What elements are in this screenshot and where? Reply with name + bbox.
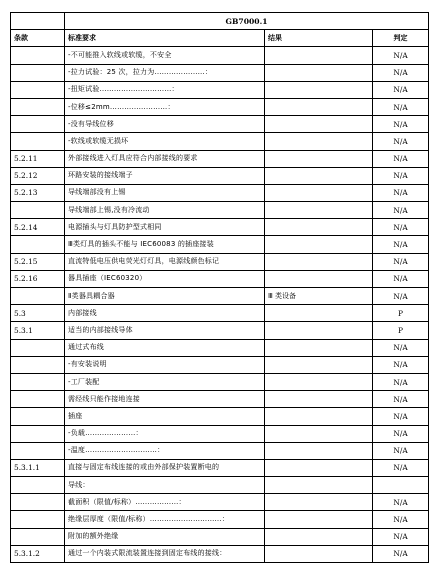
table-row [11, 98, 429, 115]
result-cell [265, 305, 373, 322]
table-row [11, 270, 429, 287]
verdict-cell: N/A [373, 167, 429, 184]
table-row [11, 305, 429, 322]
verdict-cell: N/A [373, 511, 429, 528]
header-verdict: 判定 [373, 30, 429, 47]
verdict-cell: N/A [373, 81, 429, 98]
clause-cell: 5.2.16 [11, 270, 65, 287]
clause-cell [11, 64, 65, 81]
verdict-cell [373, 477, 429, 494]
verdict-cell: N/A [373, 459, 429, 476]
result-cell [265, 528, 373, 545]
verdict-cell: N/A [373, 64, 429, 81]
table-row [11, 459, 429, 476]
table-row [11, 391, 429, 408]
verdict-cell: N/A [373, 202, 429, 219]
table-row [11, 528, 429, 545]
table-row [11, 339, 429, 356]
clause-cell: 5.2.14 [11, 219, 65, 236]
table-row [11, 494, 429, 511]
clause-cell [11, 288, 65, 305]
header-requirement: 标准要求 [65, 30, 265, 47]
requirement-cell: -不可能推入软线或软缆，不安全 [65, 47, 265, 64]
result-cell [265, 98, 373, 115]
result-cell [265, 545, 373, 562]
result-cell [265, 339, 373, 356]
table-row [11, 288, 429, 305]
requirement-cell: -扭矩试验…………………………： [65, 81, 265, 98]
clause-cell [11, 356, 65, 373]
table-row [11, 116, 429, 133]
table-row [11, 64, 429, 81]
requirement-cell: 电源插头与灯具防护型式相同 [65, 219, 265, 236]
table-row [11, 236, 429, 253]
clause-cell [11, 477, 65, 494]
clause-cell [11, 81, 65, 98]
table-row [11, 150, 429, 167]
clause-cell: 5.2.12 [11, 167, 65, 184]
verdict-cell: N/A [373, 339, 429, 356]
result-cell [265, 270, 373, 287]
standard-title: GB7000.1 [65, 13, 429, 30]
table-row [11, 408, 429, 425]
requirement-cell: -负载…………………： [65, 425, 265, 442]
verdict-cell: N/A [373, 356, 429, 373]
verdict-cell: N/A [373, 47, 429, 64]
clause-cell [11, 47, 65, 64]
requirement-cell: 导线端部没有上锡 [65, 184, 265, 201]
title-row [11, 13, 429, 30]
result-cell [265, 184, 373, 201]
clause-cell [11, 425, 65, 442]
result-cell [265, 322, 373, 339]
clause-cell [11, 202, 65, 219]
result-cell [265, 425, 373, 442]
result-cell [265, 494, 373, 511]
table-row [11, 477, 429, 494]
result-cell [265, 356, 373, 373]
table-row [11, 219, 429, 236]
verdict-cell: P [373, 305, 429, 322]
clause-cell: 5.3 [11, 305, 65, 322]
table-row [11, 322, 429, 339]
clause-cell [11, 442, 65, 459]
clause-cell [11, 511, 65, 528]
clause-cell [11, 116, 65, 133]
requirement-cell: 通过式布线 [65, 339, 265, 356]
verdict-cell: N/A [373, 116, 429, 133]
requirement-cell: 适当的内部接线导体 [65, 322, 265, 339]
clause-cell [11, 373, 65, 390]
verdict-cell: N/A [373, 528, 429, 545]
result-cell [265, 81, 373, 98]
header-result: 结果 [265, 30, 373, 47]
verdict-cell: N/A [373, 442, 429, 459]
table-row [11, 202, 429, 219]
requirement-cell: 绝缘层厚度（限值/标称）…………………………： [65, 511, 265, 528]
table-row [11, 511, 429, 528]
verdict-cell: N/A [373, 425, 429, 442]
verdict-cell: N/A [373, 133, 429, 150]
verdict-cell: N/A [373, 236, 429, 253]
result-cell [265, 150, 373, 167]
table-row [11, 545, 429, 562]
result-cell [265, 373, 373, 390]
table-row [11, 47, 429, 64]
result-cell [265, 202, 373, 219]
verdict-cell: N/A [373, 150, 429, 167]
result-cell [265, 511, 373, 528]
requirement-cell: -位移≤2mm……………………： [65, 98, 265, 115]
clause-table [10, 12, 429, 563]
result-cell [265, 253, 373, 270]
clause-cell [11, 494, 65, 511]
requirement-cell: -温度…………………………： [65, 442, 265, 459]
result-cell [265, 391, 373, 408]
header-row [11, 30, 429, 47]
clause-cell: 5.3.1 [11, 322, 65, 339]
table-row [11, 356, 429, 373]
clause-cell [11, 236, 65, 253]
requirement-cell: 插座 [65, 408, 265, 425]
verdict-cell: N/A [373, 253, 429, 270]
verdict-cell: N/A [373, 391, 429, 408]
table-row [11, 133, 429, 150]
result-cell [265, 459, 373, 476]
verdict-cell: N/A [373, 98, 429, 115]
requirement-cell: 直接与固定布线连接的或由外部保护装置断电的 [65, 459, 265, 476]
result-cell [265, 167, 373, 184]
requirement-cell: 导线端部上锡,没有冷流动 [65, 202, 265, 219]
requirement-cell: 器具插座（IEC60320） [65, 270, 265, 287]
requirement-cell: -没有导线位移 [65, 116, 265, 133]
table-row [11, 442, 429, 459]
report-sheet [10, 12, 428, 563]
clause-cell: 5.2.15 [11, 253, 65, 270]
table-row [11, 425, 429, 442]
result-cell [265, 64, 373, 81]
result-cell [265, 116, 373, 133]
clause-cell: 5.2.11 [11, 150, 65, 167]
requirement-cell: 需经线只能作接地连接 [65, 391, 265, 408]
result-cell [265, 236, 373, 253]
requirement-cell: Ⅱ类器具耦合器 [65, 288, 265, 305]
verdict-cell: N/A [373, 373, 429, 390]
requirement-cell: -工厂装配 [65, 373, 265, 390]
verdict-cell: P [373, 322, 429, 339]
requirement-cell: -软线或软缆无损坏 [65, 133, 265, 150]
result-cell [265, 442, 373, 459]
requirement-cell: 直流特低电压供电荧光灯灯具，电源线颜色标记 [65, 253, 265, 270]
table-row [11, 373, 429, 390]
requirement-cell: 通过一个内装式限流装置连接到固定布线的接线： [65, 545, 265, 562]
verdict-cell: N/A [373, 184, 429, 201]
requirement-cell: 附加的额外绝缘 [65, 528, 265, 545]
requirement-cell: 导线： [65, 477, 265, 494]
clause-cell [11, 528, 65, 545]
clause-cell: 5.3.1.1 [11, 459, 65, 476]
verdict-cell: N/A [373, 288, 429, 305]
clause-cell [11, 408, 65, 425]
result-cell [265, 408, 373, 425]
verdict-cell: N/A [373, 219, 429, 236]
result-cell: Ⅲ 类设备 [265, 288, 373, 305]
verdict-cell: N/A [373, 408, 429, 425]
header-clause: 条款 [11, 30, 65, 47]
requirement-cell: 截面积（限值/标称）………………： [65, 494, 265, 511]
table-row [11, 167, 429, 184]
clause-cell: 5.2.13 [11, 184, 65, 201]
verdict-cell: N/A [373, 494, 429, 511]
result-cell [265, 477, 373, 494]
requirement-cell: -拉力试验：25 次，拉力为…………………： [65, 64, 265, 81]
result-cell [265, 133, 373, 150]
verdict-cell: N/A [373, 270, 429, 287]
clause-cell [11, 391, 65, 408]
table-row [11, 81, 429, 98]
requirement-cell: Ⅲ类灯具的插头不能与 IEC60083 的插座接装 [65, 236, 265, 253]
clause-cell [11, 98, 65, 115]
table-row [11, 184, 429, 201]
result-cell [265, 219, 373, 236]
requirement-cell: 外部接线进入灯具应符合内部接线的要求 [65, 150, 265, 167]
verdict-cell: N/A [373, 545, 429, 562]
clause-cell [11, 133, 65, 150]
result-cell [265, 47, 373, 64]
clause-cell [11, 339, 65, 356]
requirement-cell: 环路安装的接线端子 [65, 167, 265, 184]
clause-cell: 5.3.1.2 [11, 545, 65, 562]
requirement-cell: 内部接线 [65, 305, 265, 322]
requirement-cell: -有安装说明 [65, 356, 265, 373]
table-row [11, 253, 429, 270]
